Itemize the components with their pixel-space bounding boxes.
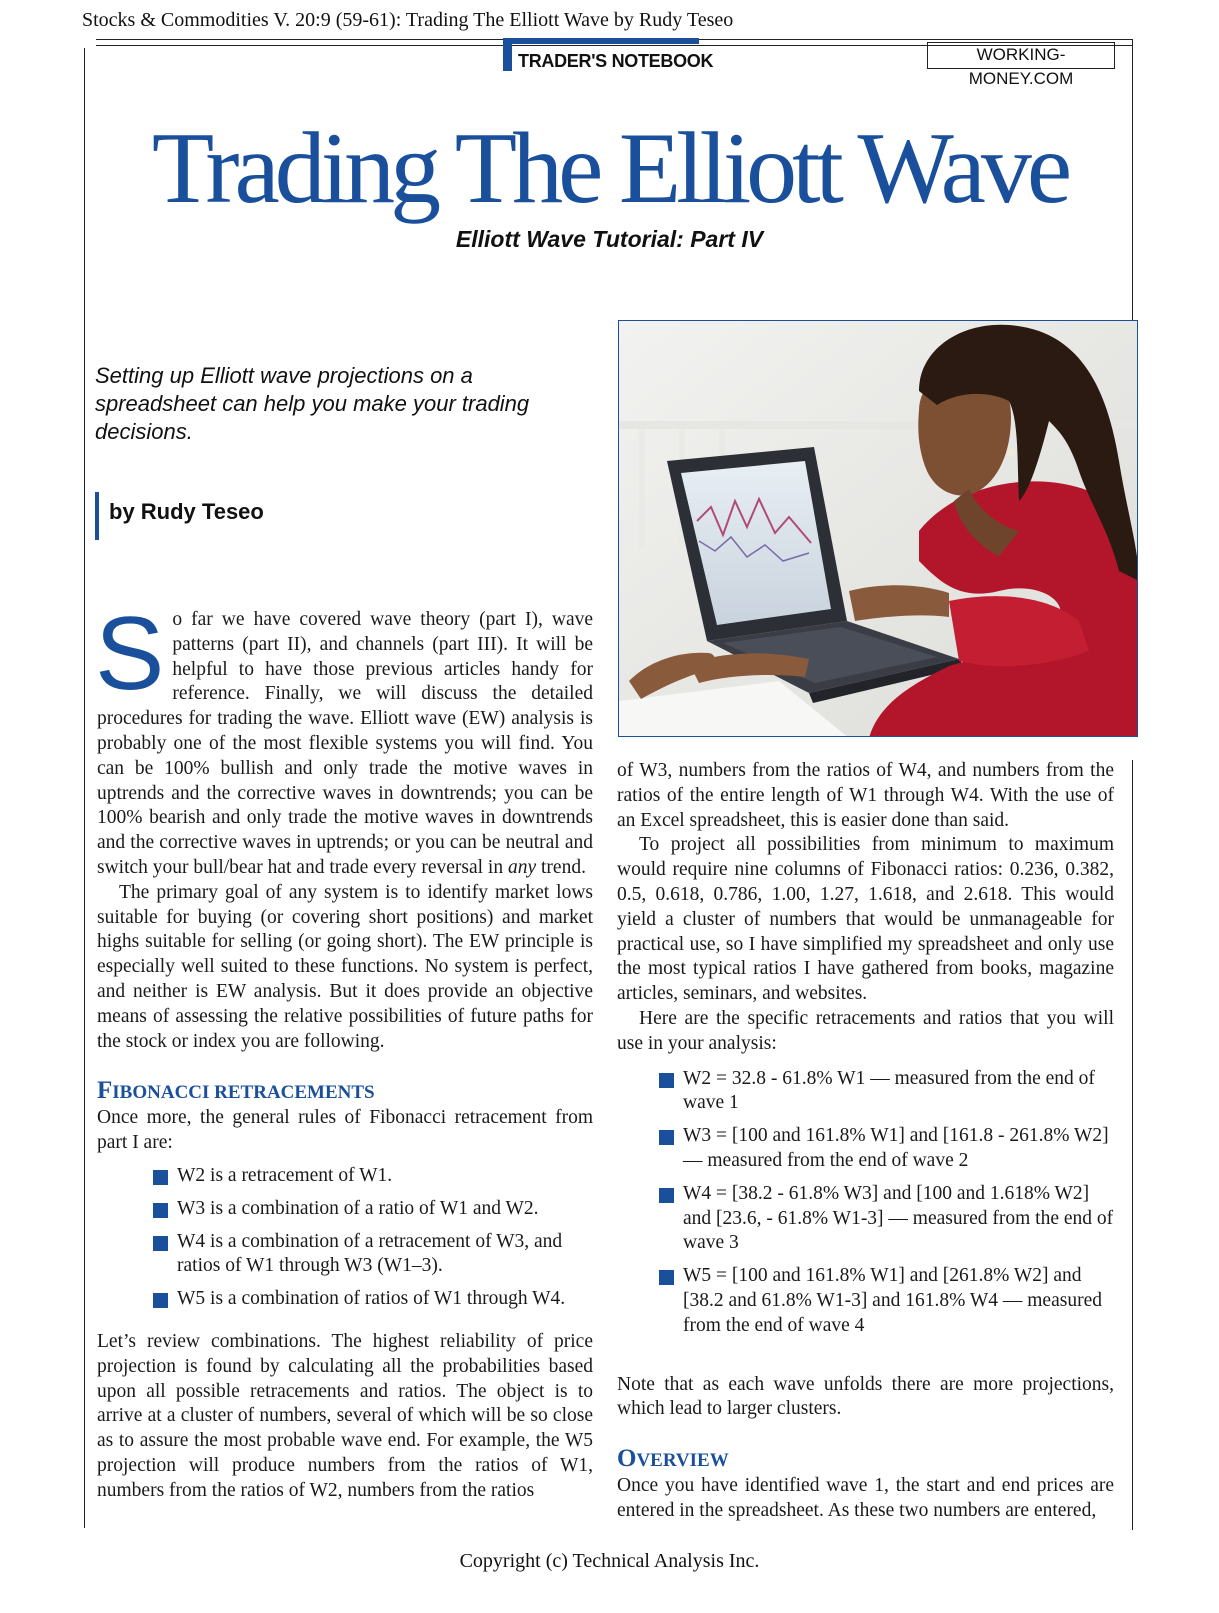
subhead-fibonacci: FIBONACCI RETRACEMENTS [97, 1077, 375, 1105]
article-column-left [95, 596, 593, 1504]
article-photo [618, 320, 1138, 737]
paragraph-text: trend. [536, 856, 586, 878]
paragraph: Once you have identified wave 1, the start and end prices are entered in the spreadsheet. As these two numbers are entered, [617, 1475, 1114, 1521]
list-item: W2 = 32.8 - 61.8% W1 — measured from the end of wave 1 [659, 1067, 1114, 1117]
drop-cap: S [95, 596, 165, 712]
list-item: W2 is a retracement of W1. [153, 1164, 593, 1189]
section-tab [503, 38, 714, 71]
left-column-rule [84, 48, 85, 1528]
section-label: TRADER'S NOTEBOOK [518, 51, 714, 71]
paragraph: Once more, the general rules of Fibonacci retracement from part I are: [97, 1107, 593, 1154]
list-item: W5 is a combination of ratios of W1 through W4. [153, 1287, 593, 1312]
subhead-overview: OVERVIEW [617, 1445, 729, 1473]
bullet-square-icon [659, 1130, 674, 1145]
article-deck: Setting up Elliott wave projections on a spreadsheet can help you make your trading decisions. [95, 363, 530, 444]
paragraph: of W3, numbers from the ratios of W4, and numbers from the ratios of the entire length of W1 through W4. With the use of an Excel spreadsheet, this is easier done than said. [617, 760, 1114, 831]
ratios-list [617, 1067, 1114, 1339]
copyright-footer: Copyright (c) Technical Analysis Inc. [459, 1550, 760, 1572]
bullet-square-icon [659, 1270, 674, 1285]
list-item: W4 is a combination of a retracement of W3, and ratios of W1 through W3 (W1–3). [153, 1230, 593, 1280]
site-label: WORKING-MONEY.COM [927, 42, 1115, 69]
running-header: Stocks & Commodities V. 20:9 (59-61): Trading The Elliott Wave by Rudy Teseo [82, 9, 734, 31]
article-column-right [617, 759, 1114, 1524]
list-item: W3 = [100 and 161.8% W1] and [161.8 - 261.8% W2] — measured from the end of wave 2 [659, 1124, 1114, 1174]
paragraph: Let’s review combinations. The highest reliability of price projection is found by calculating all the probabilities based upon all possible retracements and ratios. The object is to arrive at a cluster of numbers, several of which will be so close as to assure the most probable wave end. For example, the W5 projection will produce numbers from the ratios of W1, numbers from the ratios of W2, numbers from the ratios [97, 1330, 593, 1501]
list-item: W3 is a combination of a ratio of W1 and W2. [153, 1197, 593, 1222]
emphasis: any [507, 856, 537, 878]
rules-list [97, 1164, 593, 1312]
paragraph [95, 596, 593, 881]
paragraph: Note that as each wave unfolds there are more projections, which lead to larger clusters. [617, 1373, 1114, 1420]
paragraph: The primary goal of any system is to identify market lows suitable for buying (or covering short positions) and market highs suitable for selling (or going short). The EW principle is especially well suited to these functions. No system is perfect, and neither is EW analysis. But it does provide an objective means of assessing the relative possibilities of future paths for the stock or index you are following. [97, 881, 593, 1052]
bullet-square-icon [153, 1236, 168, 1251]
paragraph: Here are the specific retracements and ratios that you will use in your analysis: [617, 1007, 1114, 1054]
paragraph: To project all possibilities from minimum to maximum would require nine columns of Fibonacci ratios: 0.236, 0.382, 0.5, 0.618, 0.786, 1.00, 1.27, 1.618, and 2.618. This would yield a cluster of numbers that would be unmanageable for practical use, so I have simplified my spreadsheet and only use the most typical ratios I have gathered from books, magazine articles, seminars, and websites. [617, 834, 1114, 1005]
bullet-square-icon [153, 1170, 168, 1185]
bullet-square-icon [153, 1203, 168, 1218]
list-item: W4 = [38.2 - 61.8% W3] and [100 and 1.618% W2] and [23.6, - 61.8% W1-3] — measured from the end of wave 3 [659, 1182, 1114, 1256]
byline-accent-bar [95, 492, 99, 540]
list-item: W5 = [100 and 161.8% W1] and [261.8% W2] and [38.2 and 61.8% W1-3] and 161.8% W4 — measured from the end of wave 4 [659, 1264, 1114, 1338]
bullet-square-icon [153, 1293, 168, 1308]
bullet-square-icon [659, 1073, 674, 1088]
bullet-square-icon [659, 1188, 674, 1203]
article-subtitle: Elliott Wave Tutorial: Part IV [455, 226, 764, 252]
byline: by Rudy Teseo [109, 499, 264, 524]
right-column-rule [1132, 760, 1133, 1530]
paragraph-text: o far we have covered wave theory (part I), wave patterns (part II), and channels (part III). It will be helpful to have those previous articles handy for reference. Finally, we will discuss the detailed procedures for trading the wave. Elliott wave (EW) analysis is probably one of the most flexible systems you will find. You can be 100% bullish and only trade the motive waves in uptrends and the corrective waves in downtrends; you can be 100% bearish and only trade the motive waves in downtrends and the corrective waves in uptrends; or you can be neutral and switch your bull/bear hat and trade every reversal in [97, 609, 593, 878]
article-title: Trading The Elliott Wave [151, 112, 1068, 225]
